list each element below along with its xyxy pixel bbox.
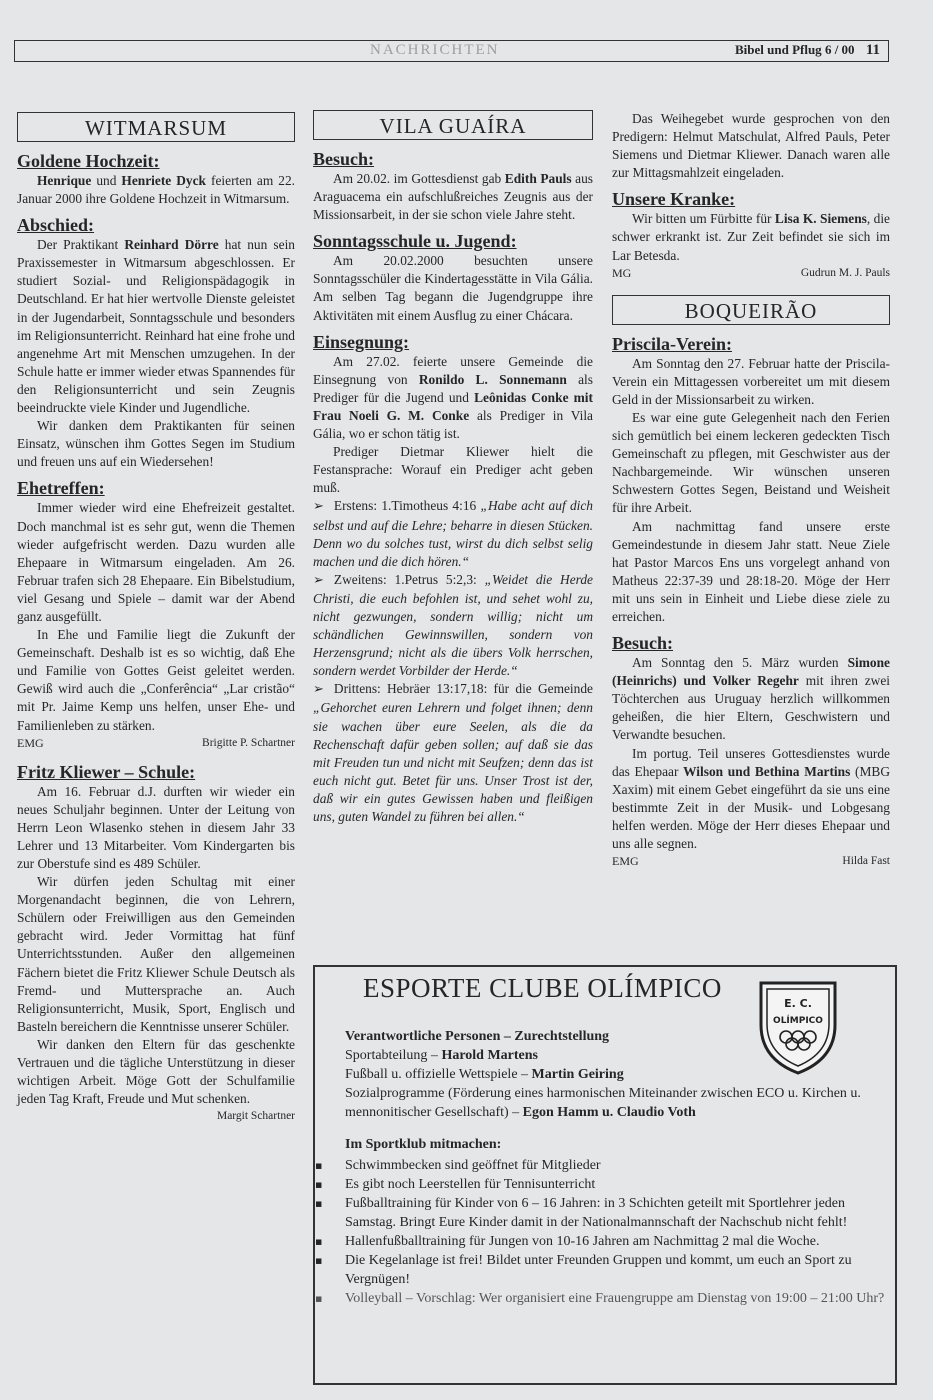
- role-sozialprogramme: Sozialprogramme (Förderung eines harmonischen Miteinander zwischen ECO u. Kirchen u. mennonitischer Gesellschaft) – Egon Hamm u. Claudio Voth: [345, 1086, 861, 1120]
- esporte-heading: Verantwortliche Personen – Zurechtstellung: [345, 1029, 610, 1044]
- article-weihegebet: Das Weihegebet wurde gesprochen von den Predigern: Helmut Matschulat, Alfred Pauls, Peter Siemens und Dietmar Kliewer. Danach waren alle zur Mittagsmahlzeit eingeladen.: [612, 111, 890, 181]
- list-item: ▪ Schwimmbecken sind geöffnet für Mitglieder: [335, 1156, 885, 1175]
- arrow-bullet-icon: ➢: [313, 499, 324, 515]
- bullet-drittens: ➢ Drittens: Hebräer 13:17,18: für die Gemeinde „Gehorchet euren Lehrern und folget ihnen; denn sie wachen über eure Seelen, als die da Rechenschaft dafür geben sollen; auf daß sie das mit Freuden tun und nicht mit Seufzen; denn das ist euch nicht gut. Betet für uns. Unser Trost ist der, daß wir ein gutes Gewissen haben und fleißigen uns, guten Wandel zu führen bei allen.“: [313, 681, 593, 824]
- heading-fritz-kliewer-schule: Fritz Kliewer – Schule:: [17, 761, 196, 782]
- issue-number: 6 / 00: [824, 42, 855, 57]
- section-box-boqueirao: BOQUEIRÃO: [612, 295, 890, 325]
- heading-priscila-verein: Priscila-Verein:: [612, 333, 732, 354]
- article-besuch-boqueirao-p1: Am Sonntag den 5. März wurden Simone (Heinrichs) und Volker Regehr mit ihren zwei Töchterchen aus Uruguay herzlich willkommen geheißen, die hier Eltern, Geschwistern und Verwandte besuchen.: [612, 655, 890, 743]
- section-box-vila-guaira: VILA GUAÍRA: [313, 110, 593, 140]
- heading-besuch-boqueirao: Besuch:: [612, 633, 674, 654]
- article-abschied-p2: Wir danken dem Praktikanten für seinen Einsatz, wünschen ihm Gottes Segen im Studium und freuen uns auf ein Wiedersehen!: [17, 418, 295, 470]
- article-abschied-p1: Der Praktikant Reinhard Dörre hat nun sein Praxissemester in Witmarsum abgeschlossen. Er studiert Sozial- und Religionspädagogik in Deutschland. Er hat hier wertvolle Dienste geleistet in der Jugendarbeit, Sonntagsschule und besonders im Religionsunterricht. Reinhard hat eine frohe und angenehme Art mit Menschen umzugehen. In der Schule hatte er immer wieder etwas Spannendes für den Religionsunterricht und sein Zeugnis beeindruckte viele Kinder und Jugendliche.: [17, 237, 295, 416]
- heading-abschied: Abschied:: [17, 215, 95, 236]
- publication-info: [735, 42, 880, 59]
- column-witmarsum: [17, 112, 295, 1124]
- signature-besuch-boqueirao: EMG Hilda Fast: [612, 854, 890, 869]
- heading-unsere-kranke: Unsere Kranke:: [612, 189, 736, 210]
- article-ehetreffen-p1: Immer wieder wird eine Ehefreizeit gestaltet. Doch manchmal ist es sehr gut, wenn die Themen wieder aufgefrischt werden. Dazu wurden alle Ehepaare in Witmarsum eingeladen. Am 26. Februar trafen sich 28 Ehepaare. Ein Bibelstudium, viel Gesang und Spiele – damit war der Abend ganz ausgefüllt.: [17, 500, 295, 624]
- esporte-clube-box: [313, 965, 897, 1385]
- article-ehetreffen-p2: In Ehe und Familie liegt die Zukunft der Gemeinschaft. Deshalb ist es so wichtig, daß Ehe und Familie von Gottes Geist geleitet werden. Gewiß wird auch die „Conferência“ „Lar cristão“ mit Pr. Jaime Kemp uns helfen, unser Ehe- und Familienleben zu stärken.: [17, 627, 295, 733]
- signature-kranke: MG Gudrun M. J. Pauls: [612, 265, 890, 280]
- article-einsegnung-p2: Prediger Dietmar Kliewer hielt die Festansprache: Worauf ein Prediger acht geben muß.: [313, 444, 593, 496]
- heading-einsegnung: Einsegnung:: [313, 331, 410, 352]
- page-number: 11: [865, 42, 880, 58]
- list-item: ▪ Die Kegelanlage ist frei! Bildet unter Freunden Gruppen und kommt, um euch an Sport zu Vergnügen!: [335, 1251, 885, 1289]
- bullet-erstens: ➢ Erstens: 1.Timotheus 4:16 „Habe acht auf dich selbst und auf die Lehre; beharre in diesen Stücken. Denn wo du solches tust, wirst du dich selbst selig machen und die dich hören.“: [313, 498, 593, 569]
- heading-ehetreffen: Ehetreffen:: [17, 478, 105, 499]
- logo-text-olimpico: OLÍMPICO: [773, 1016, 823, 1026]
- signature-schule: Margit Schartner: [216, 1110, 295, 1123]
- esporte-title: ESPORTE CLUBE OLÍMPICO: [363, 973, 722, 1003]
- list-item: ▪ Hallenfußballtraining für Jungen von 10-16 Jahren am Nachmittag 2 mal die Woche.: [335, 1232, 885, 1251]
- article-priscila-p1: Am Sonntag den 27. Februar hatte der Priscila-Verein ein Mittagessen vorbereitet um mit diesem Geld in der Missionsarbeit zu wirken.: [612, 355, 890, 407]
- column-right: [612, 110, 890, 869]
- article-schule-p3: Wir danken den Eltern für das geschenkte Vertrauen und die tägliche Unterstützung in dieser wichtigen Arbeit. Möge Gott der Schulfamilie jeden Tag Kraft, Freude und Mut schenken.: [17, 1036, 295, 1107]
- list-item: ▪ Fußballtraining für Kinder von 6 – 16 Jahren: in 3 Schichten geteilt mit Sportlehrer jeden Samstag. Bringt Eure Kinder damit in der Nationalmannschaft der Nachschub nicht fehlt!: [335, 1194, 885, 1232]
- column-vila-guaira: [313, 110, 593, 826]
- esporte-body: [345, 1027, 885, 1308]
- article-besuch-boqueirao-p2: Im portug. Teil unseres Gottesdienstes wurde das Ehepaar Wilson und Bethina Martins (MBG Xaxim) mit einem Gebet eingeführt da sie uns eine bestimmte Zeit in der Musik- und Lobgesang helfen werden. Möge der Herr dieses Ehepaar und uns alle segnen.: [612, 745, 891, 851]
- article-sonntagsschule: Am 20.02.2000 besuchten unsere Sonntagsschüler die Kindertagesstätte in Vila Gália. Am selben Tag begann die Jugendgruppe ihre Aktivitäten mit einem Ausflug zu einer Chácara.: [313, 253, 593, 323]
- page-header: [14, 40, 889, 62]
- arrow-bullet-icon: ➢: [313, 682, 324, 698]
- article-unsere-kranke: Wir bitten um Fürbitte für Lisa K. Siemens, die schwer erkrankt ist. Zur Zeit befindet sie sich im Lar Betesda.: [612, 211, 890, 263]
- list-title: Im Sportklub mitmachen:: [345, 1137, 502, 1152]
- article-einsegnung-p1: Am 27.02. feierte unsere Gemeinde die Einsegnung von Ronildo L. Sonnemann als Prediger für die Jugend und Leônidas Conke mit Frau Noeli G. M. Conke als Prediger in Vila Gália, wo er schon tätig ist.: [313, 353, 593, 442]
- list-item: ▪ Volleyball – Vorschlag: Wer organisiert eine Frauengruppe am Dienstag von 19:00 – 21:00 Uhr?: [335, 1289, 885, 1308]
- signature-ehetreffen: EMG Brigitte P. Schartner: [17, 735, 295, 750]
- article-schule-p1: Am 16. Februar d.J. durften wir wieder ein neues Schuljahr beginnen. Unter der Leitung von Herrn Leon Wlasenko stehen in diesem Jahr 33 Lehrer und 13 Mitarbeiter. Vom Kindergarten bis zur Oberstufe sind es 489 Schüler.: [17, 783, 295, 871]
- article-schule-p2: Wir dürfen jeden Schultag mit einer Morgenandacht beginnen, die von Lehrern, Schülern oder Freiwilligen aus den Gemeinden gebracht wird. Jeder Vormittag hat fünf Unterrichtsstunden. Außer den allgemeinen Fächern bietet die Fritz Kliewer Schule Deutsch als Fremd- und Muttersprache an. Auch Religionsunterricht, Musik, Sport, Englisch und Basteln bereichern die Kenntnisse unserer Schüler.: [17, 874, 295, 1034]
- role-sportabteilung: Sportabteilung – Harold Martens: [345, 1048, 539, 1063]
- article-goldene-hochzeit: Henrique und Henriete Dyck feierten am 22. Januar 2000 ihre Goldene Hochzeit in Witmarsum.: [17, 173, 296, 207]
- section-box-witmarsum: WITMARSUM: [17, 112, 295, 142]
- bullet-zweitens: ➢ Zweitens: 1.Petrus 5:2,3: „Weidet die Herde Christi, die euch befohlen ist, und sehet wohl zu, nicht gezwungen, sondern willig; nicht um schändlichen Gewinnswillen, sondern von Herzensgrund; nicht als die übers Volk herrschen, sondern werdet Vorbilder der Herde.“: [313, 571, 593, 679]
- activity-list: [345, 1156, 885, 1308]
- article-priscila-p3: Am nachmittag fand unsere erste Gemeindestunde in diesem Jahr statt. Neue Ziele hat Pastor Marcos Ens uns vorgelegt anhand von Matheus 22:37-39 und 28:18-20. Möge der Herr mit uns sein in Einheit und Liebe diese ziele zu erreichen.: [612, 518, 890, 624]
- publication-name: Bibel und Pflug: [734, 42, 822, 57]
- article-besuch: Am 20.02. im Gottesdienst gab Edith Pauls aus Araguacema ein aufschlußreiches Zeugnis aus der Missionsarbeit, in der sie schon viele Jahre steht.: [313, 171, 594, 223]
- heading-sonntagsschule: Sonntagsschule u. Jugend:: [313, 231, 517, 252]
- article-priscila-p2: Es war eine gute Gelegenheit nach den Ferien sich gemütlich bei einem leckeren gedeckten Tisch Gemeinschaft zu pflegen, mit Geschwister aus der Nachbargemeinde. Wir wünschen unseren Schwestern Gottes Segen, Beistand und Weisheit für ihre Arbeit.: [612, 409, 890, 516]
- heading-besuch: Besuch:: [313, 149, 375, 169]
- list-item: ▪ Es gibt noch Leerstellen für Tennisunterricht: [335, 1175, 885, 1194]
- heading-goldene-hochzeit: Goldene Hochzeit:: [17, 151, 160, 171]
- arrow-bullet-icon: ➢: [313, 572, 324, 588]
- role-fussball: Fußball u. offizielle Wettspiele – Martin Geiring: [345, 1067, 624, 1082]
- logo-text-ec: E. C.: [784, 997, 812, 1010]
- section-title: NACHRICHTEN: [370, 42, 500, 58]
